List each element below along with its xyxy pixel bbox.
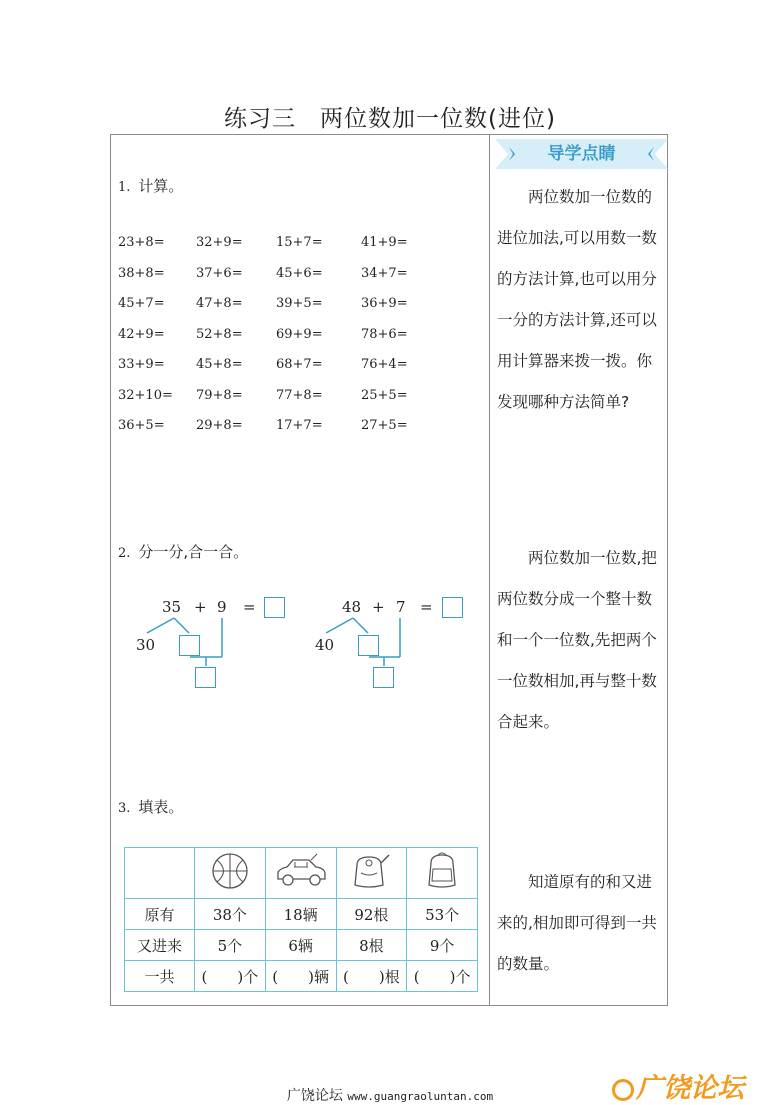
equation-item: 36+5= — [118, 418, 165, 433]
column-divider — [489, 134, 490, 1006]
question-label: 填表。 — [138, 798, 184, 816]
equation-item: 36+9= — [361, 296, 408, 311]
hint-line: 一位数相加,再与整十数 — [497, 672, 657, 690]
answer-cell[interactable]: ( )辆 — [265, 961, 336, 992]
equation-item: 15+7= — [276, 235, 323, 250]
hint-banner — [495, 139, 668, 169]
logo-text: 广饶论坛 — [636, 1073, 744, 1104]
question-number: 3. — [118, 801, 131, 816]
hint-line: 用计算器来拨一拨。你 — [497, 352, 653, 370]
table-cell: 5个 — [195, 930, 266, 961]
equation-item: 23+8= — [118, 235, 165, 250]
question-3-heading — [118, 796, 183, 817]
table-cell: 92根 — [336, 899, 407, 930]
fill-table — [124, 847, 478, 992]
hint-line: 两位数分成一个整十数 — [497, 590, 653, 608]
row-label: 一共 — [125, 961, 195, 992]
addend-2: 9 — [217, 598, 227, 616]
answer-cell[interactable]: ( )个 — [407, 961, 478, 992]
table-row — [125, 899, 478, 930]
equation-item: 78+6= — [361, 326, 408, 342]
equation-item: 29+8= — [196, 418, 243, 433]
pencil-case-icon — [347, 851, 395, 891]
equation-item: 38+8= — [118, 265, 165, 281]
table-cell: 9个 — [407, 930, 478, 961]
hint-line: 的方法计算,也可以用分 — [497, 270, 657, 288]
table-header-row — [125, 848, 478, 899]
footer-url[interactable]: www.guangraoluntan.com — [347, 1090, 494, 1103]
table-cell: 53个 — [407, 899, 478, 930]
equation-item: 32+9= — [196, 235, 243, 250]
answer-cell[interactable]: ( )根 — [336, 961, 407, 992]
tens-part: 30 — [136, 636, 156, 654]
split-diagram-b — [310, 595, 480, 695]
equation-item: 79+8= — [196, 387, 243, 403]
question-2-heading — [118, 541, 248, 562]
equation-item: 77+8= — [276, 387, 323, 403]
equation-item: 33+9= — [118, 357, 165, 372]
hint-label: 导学点睛 — [547, 144, 616, 164]
header-cell — [195, 848, 266, 899]
hint-line: 一分的方法计算,还可以 — [497, 311, 657, 329]
hint-paragraph-2 — [497, 538, 663, 743]
question-number: 2. — [118, 546, 131, 561]
hint-line: 的数量。 — [497, 955, 560, 973]
addend-1: 35 — [162, 598, 182, 616]
footer-site: 广饶论坛 — [286, 1088, 343, 1104]
table-cell: 6辆 — [265, 930, 336, 961]
sum-box[interactable] — [195, 667, 216, 688]
ones-box[interactable] — [179, 635, 200, 656]
backpack-icon — [420, 851, 464, 891]
row-label: 又进来 — [125, 930, 195, 961]
equation-item: 69+9= — [276, 326, 323, 342]
question-1-heading — [118, 175, 183, 196]
car-icon — [273, 851, 329, 891]
hint-paragraph-3 — [497, 862, 663, 985]
hint-line: 合起来。 — [497, 713, 560, 731]
hint-line: 进位加法,可以用数一数 — [497, 229, 657, 247]
site-logo — [612, 1066, 744, 1105]
equation-item: 68+7= — [276, 357, 323, 372]
equation-item: 34+7= — [361, 265, 408, 281]
split-lines — [310, 595, 480, 695]
header-cell — [407, 848, 478, 899]
addend-1: 48 — [342, 598, 362, 616]
equation-item: 42+9= — [118, 326, 165, 342]
table-cell: 8根 — [336, 930, 407, 961]
question-number: 1. — [118, 180, 131, 195]
hint-line: 两位数加一位数的 — [497, 188, 653, 206]
header-cell — [336, 848, 407, 899]
basketball-icon — [208, 851, 252, 891]
question-label: 分一分,合一合。 — [138, 543, 249, 561]
row-label: 原有 — [125, 899, 195, 930]
equals-sign: = — [420, 598, 433, 616]
hint-paragraph-1 — [497, 177, 663, 423]
logo-icon — [612, 1079, 634, 1101]
hint-line: 发现哪种方法简单? — [497, 393, 630, 411]
plus-sign: + — [194, 598, 207, 616]
corner-cell — [125, 848, 195, 899]
equation-item: 25+5= — [361, 387, 408, 403]
equation-item: 37+6= — [196, 265, 243, 281]
split-diagram-a — [130, 595, 300, 695]
equation-item: 52+8= — [196, 326, 243, 342]
equation-item: 17+7= — [276, 418, 323, 433]
addend-2: 7 — [396, 598, 406, 616]
equals-sign: = — [243, 598, 256, 616]
hint-line: 知道原有的和又进 — [497, 873, 653, 891]
header-cell — [265, 848, 336, 899]
answer-cell[interactable]: ( )个 — [195, 961, 266, 992]
equation-item: 47+8= — [196, 296, 243, 311]
equation-item: 45+6= — [276, 265, 323, 281]
equation-item: 45+8= — [196, 357, 243, 372]
question-label: 计算。 — [138, 177, 184, 195]
equation-item: 45+7= — [118, 296, 165, 311]
table-cell: 38个 — [195, 899, 266, 930]
tens-part: 40 — [315, 636, 335, 654]
ones-box[interactable] — [358, 635, 379, 656]
hint-line: 来的,相加即可得到一共 — [497, 914, 657, 932]
sum-box[interactable] — [373, 667, 394, 688]
equation-item: 41+9= — [361, 235, 408, 250]
table-row — [125, 930, 478, 961]
equation-item: 76+4= — [361, 357, 408, 372]
equation-item: 39+5= — [276, 296, 323, 311]
hint-line: 两位数加一位数,把 — [497, 549, 657, 567]
table-cell: 18辆 — [265, 899, 336, 930]
hint-line: 和一个一位数,先把两个 — [497, 631, 657, 649]
equation-item: 32+10= — [118, 387, 173, 403]
equation-item: 27+5= — [361, 418, 408, 433]
plus-sign: + — [372, 598, 385, 616]
page-title: 练习三 两位数加一位数(进位) — [224, 106, 556, 132]
table-row — [125, 961, 478, 992]
